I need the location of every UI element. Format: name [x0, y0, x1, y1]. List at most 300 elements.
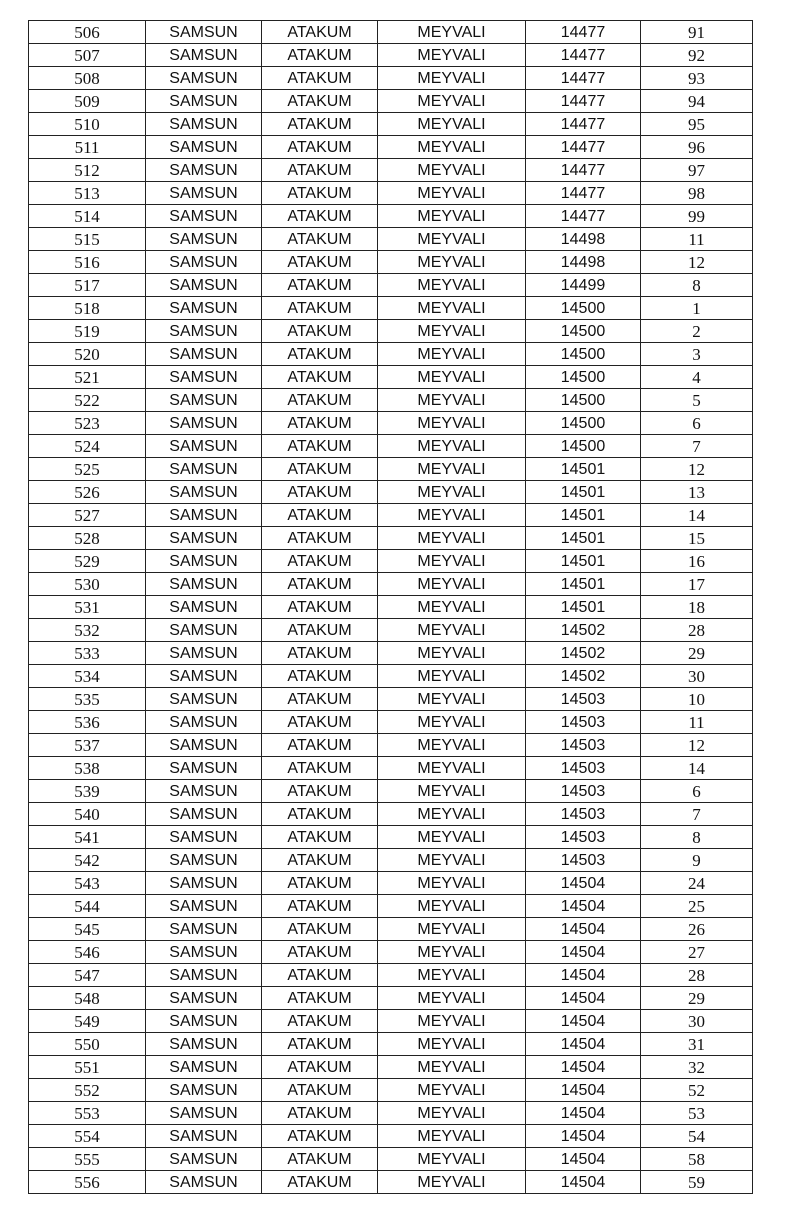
table-row: [29, 205, 753, 228]
block-cell: 14501: [526, 458, 641, 481]
neighborhood-cell: MEYVALI: [378, 136, 526, 159]
parcel-cell: 53: [641, 1102, 753, 1125]
parcel-cell: 7: [641, 803, 753, 826]
province-cell: SAMSUN: [146, 849, 262, 872]
block-cell: 14477: [526, 136, 641, 159]
row-number-cell: 529: [29, 550, 146, 573]
table-row: [29, 1148, 753, 1171]
block-cell: 14499: [526, 274, 641, 297]
row-number-cell: 522: [29, 389, 146, 412]
neighborhood-cell: MEYVALI: [378, 918, 526, 941]
row-number-cell: 536: [29, 711, 146, 734]
table-row: [29, 159, 753, 182]
parcel-cell: 26: [641, 918, 753, 941]
neighborhood-cell: MEYVALI: [378, 1102, 526, 1125]
province-cell: SAMSUN: [146, 136, 262, 159]
row-number-cell: 556: [29, 1171, 146, 1194]
row-number-cell: 542: [29, 849, 146, 872]
parcel-cell: 17: [641, 573, 753, 596]
province-cell: SAMSUN: [146, 596, 262, 619]
block-cell: 14504: [526, 1033, 641, 1056]
table-row: [29, 343, 753, 366]
parcel-cell: 16: [641, 550, 753, 573]
row-number-cell: 533: [29, 642, 146, 665]
row-number-cell: 540: [29, 803, 146, 826]
table-row: [29, 964, 753, 987]
table-row: [29, 136, 753, 159]
neighborhood-cell: MEYVALI: [378, 987, 526, 1010]
district-cell: ATAKUM: [262, 67, 378, 90]
neighborhood-cell: MEYVALI: [378, 504, 526, 527]
district-cell: ATAKUM: [262, 458, 378, 481]
row-number-cell: 519: [29, 320, 146, 343]
row-number-cell: 528: [29, 527, 146, 550]
block-cell: 14501: [526, 504, 641, 527]
district-cell: ATAKUM: [262, 1033, 378, 1056]
table-row: [29, 642, 753, 665]
province-cell: SAMSUN: [146, 1010, 262, 1033]
block-cell: 14498: [526, 251, 641, 274]
block-cell: 14503: [526, 688, 641, 711]
district-cell: ATAKUM: [262, 366, 378, 389]
parcel-cell: 97: [641, 159, 753, 182]
parcel-cell: 4: [641, 366, 753, 389]
district-cell: ATAKUM: [262, 205, 378, 228]
parcel-cell: 59: [641, 1171, 753, 1194]
table-row: [29, 918, 753, 941]
block-cell: 14504: [526, 941, 641, 964]
district-cell: ATAKUM: [262, 550, 378, 573]
row-number-cell: 525: [29, 458, 146, 481]
row-number-cell: 509: [29, 90, 146, 113]
row-number-cell: 543: [29, 872, 146, 895]
block-cell: 14504: [526, 1148, 641, 1171]
parcel-cell: 54: [641, 1125, 753, 1148]
table-row: [29, 711, 753, 734]
block-cell: 14477: [526, 44, 641, 67]
province-cell: SAMSUN: [146, 642, 262, 665]
district-cell: ATAKUM: [262, 619, 378, 642]
province-cell: SAMSUN: [146, 458, 262, 481]
neighborhood-cell: MEYVALI: [378, 389, 526, 412]
province-cell: SAMSUN: [146, 1079, 262, 1102]
district-cell: ATAKUM: [262, 665, 378, 688]
neighborhood-cell: MEYVALI: [378, 44, 526, 67]
province-cell: SAMSUN: [146, 573, 262, 596]
province-cell: SAMSUN: [146, 688, 262, 711]
district-cell: ATAKUM: [262, 734, 378, 757]
neighborhood-cell: MEYVALI: [378, 320, 526, 343]
province-cell: SAMSUN: [146, 366, 262, 389]
row-number-cell: 550: [29, 1033, 146, 1056]
parcel-cell: 28: [641, 964, 753, 987]
parcel-cell: 95: [641, 113, 753, 136]
row-number-cell: 548: [29, 987, 146, 1010]
parcel-cell: 3: [641, 343, 753, 366]
neighborhood-cell: MEYVALI: [378, 1171, 526, 1194]
neighborhood-cell: MEYVALI: [378, 251, 526, 274]
block-cell: 14504: [526, 1079, 641, 1102]
neighborhood-cell: MEYVALI: [378, 1033, 526, 1056]
table-row: [29, 527, 753, 550]
parcel-cell: 14: [641, 504, 753, 527]
province-cell: SAMSUN: [146, 343, 262, 366]
neighborhood-cell: MEYVALI: [378, 550, 526, 573]
row-number-cell: 547: [29, 964, 146, 987]
block-cell: 14504: [526, 1056, 641, 1079]
district-cell: ATAKUM: [262, 803, 378, 826]
block-cell: 14477: [526, 113, 641, 136]
parcel-cell: 93: [641, 67, 753, 90]
neighborhood-cell: MEYVALI: [378, 619, 526, 642]
province-cell: SAMSUN: [146, 918, 262, 941]
block-cell: 14498: [526, 228, 641, 251]
table-row: [29, 803, 753, 826]
district-cell: ATAKUM: [262, 826, 378, 849]
block-cell: 14502: [526, 665, 641, 688]
row-number-cell: 530: [29, 573, 146, 596]
neighborhood-cell: MEYVALI: [378, 941, 526, 964]
neighborhood-cell: MEYVALI: [378, 159, 526, 182]
table-row: [29, 849, 753, 872]
neighborhood-cell: MEYVALI: [378, 872, 526, 895]
parcel-cell: 96: [641, 136, 753, 159]
neighborhood-cell: MEYVALI: [378, 366, 526, 389]
row-number-cell: 538: [29, 757, 146, 780]
block-cell: 14477: [526, 21, 641, 44]
table-row: [29, 1010, 753, 1033]
district-cell: ATAKUM: [262, 1171, 378, 1194]
parcel-cell: 91: [641, 21, 753, 44]
row-number-cell: 555: [29, 1148, 146, 1171]
table-row: [29, 389, 753, 412]
block-cell: 14503: [526, 849, 641, 872]
district-cell: ATAKUM: [262, 159, 378, 182]
province-cell: SAMSUN: [146, 412, 262, 435]
table-row: [29, 412, 753, 435]
row-number-cell: 518: [29, 297, 146, 320]
row-number-cell: 539: [29, 780, 146, 803]
table-row: [29, 251, 753, 274]
province-cell: SAMSUN: [146, 67, 262, 90]
table-row: [29, 573, 753, 596]
neighborhood-cell: MEYVALI: [378, 21, 526, 44]
province-cell: SAMSUN: [146, 550, 262, 573]
row-number-cell: 551: [29, 1056, 146, 1079]
district-cell: ATAKUM: [262, 918, 378, 941]
neighborhood-cell: MEYVALI: [378, 1056, 526, 1079]
table-row: [29, 1102, 753, 1125]
block-cell: 14500: [526, 366, 641, 389]
block-cell: 14500: [526, 297, 641, 320]
province-cell: SAMSUN: [146, 228, 262, 251]
parcel-cell: 92: [641, 44, 753, 67]
district-cell: ATAKUM: [262, 711, 378, 734]
parcel-table: [28, 20, 753, 1194]
parcel-cell: 9: [641, 849, 753, 872]
row-number-cell: 541: [29, 826, 146, 849]
district-cell: ATAKUM: [262, 1010, 378, 1033]
block-cell: 14502: [526, 619, 641, 642]
row-number-cell: 506: [29, 21, 146, 44]
neighborhood-cell: MEYVALI: [378, 113, 526, 136]
neighborhood-cell: MEYVALI: [378, 734, 526, 757]
neighborhood-cell: MEYVALI: [378, 274, 526, 297]
table-row: [29, 366, 753, 389]
parcel-cell: 98: [641, 182, 753, 205]
province-cell: SAMSUN: [146, 803, 262, 826]
row-number-cell: 507: [29, 44, 146, 67]
district-cell: ATAKUM: [262, 757, 378, 780]
row-number-cell: 508: [29, 67, 146, 90]
block-cell: 14501: [526, 550, 641, 573]
parcel-cell: 8: [641, 274, 753, 297]
row-number-cell: 520: [29, 343, 146, 366]
parcel-cell: 5: [641, 389, 753, 412]
province-cell: SAMSUN: [146, 389, 262, 412]
table-row: [29, 297, 753, 320]
district-cell: ATAKUM: [262, 596, 378, 619]
table-row: [29, 504, 753, 527]
province-cell: SAMSUN: [146, 90, 262, 113]
province-cell: SAMSUN: [146, 757, 262, 780]
block-cell: 14477: [526, 182, 641, 205]
row-number-cell: 554: [29, 1125, 146, 1148]
table-row: [29, 1171, 753, 1194]
parcel-cell: 29: [641, 987, 753, 1010]
block-cell: 14503: [526, 780, 641, 803]
parcel-cell: 29: [641, 642, 753, 665]
province-cell: SAMSUN: [146, 1148, 262, 1171]
row-number-cell: 510: [29, 113, 146, 136]
block-cell: 14502: [526, 642, 641, 665]
district-cell: ATAKUM: [262, 642, 378, 665]
district-cell: ATAKUM: [262, 688, 378, 711]
province-cell: SAMSUN: [146, 159, 262, 182]
block-cell: 14504: [526, 1125, 641, 1148]
neighborhood-cell: MEYVALI: [378, 964, 526, 987]
parcel-cell: 7: [641, 435, 753, 458]
district-cell: ATAKUM: [262, 182, 378, 205]
table-row: [29, 1079, 753, 1102]
district-cell: ATAKUM: [262, 1056, 378, 1079]
neighborhood-cell: MEYVALI: [378, 573, 526, 596]
parcel-cell: 30: [641, 1010, 753, 1033]
neighborhood-cell: MEYVALI: [378, 458, 526, 481]
parcel-cell: 15: [641, 527, 753, 550]
neighborhood-cell: MEYVALI: [378, 665, 526, 688]
parcel-cell: 12: [641, 458, 753, 481]
block-cell: 14504: [526, 1102, 641, 1125]
block-cell: 14504: [526, 1171, 641, 1194]
table-row: [29, 1125, 753, 1148]
neighborhood-cell: MEYVALI: [378, 297, 526, 320]
parcel-cell: 27: [641, 941, 753, 964]
district-cell: ATAKUM: [262, 872, 378, 895]
neighborhood-cell: MEYVALI: [378, 527, 526, 550]
parcel-cell: 58: [641, 1148, 753, 1171]
province-cell: SAMSUN: [146, 113, 262, 136]
district-cell: ATAKUM: [262, 1125, 378, 1148]
row-number-cell: 549: [29, 1010, 146, 1033]
table-row: [29, 619, 753, 642]
row-number-cell: 513: [29, 182, 146, 205]
neighborhood-cell: MEYVALI: [378, 228, 526, 251]
neighborhood-cell: MEYVALI: [378, 826, 526, 849]
neighborhood-cell: MEYVALI: [378, 412, 526, 435]
table-row: [29, 1056, 753, 1079]
neighborhood-cell: MEYVALI: [378, 481, 526, 504]
table-row: [29, 90, 753, 113]
parcel-cell: 18: [641, 596, 753, 619]
block-cell: 14504: [526, 895, 641, 918]
row-number-cell: 524: [29, 435, 146, 458]
block-cell: 14504: [526, 1010, 641, 1033]
table-row: [29, 44, 753, 67]
block-cell: 14500: [526, 389, 641, 412]
block-cell: 14504: [526, 964, 641, 987]
district-cell: ATAKUM: [262, 573, 378, 596]
neighborhood-cell: MEYVALI: [378, 1079, 526, 1102]
table-row: [29, 780, 753, 803]
block-cell: 14501: [526, 596, 641, 619]
neighborhood-cell: MEYVALI: [378, 849, 526, 872]
neighborhood-cell: MEYVALI: [378, 1010, 526, 1033]
block-cell: 14504: [526, 918, 641, 941]
block-cell: 14503: [526, 757, 641, 780]
neighborhood-cell: MEYVALI: [378, 205, 526, 228]
parcel-cell: 14: [641, 757, 753, 780]
neighborhood-cell: MEYVALI: [378, 1148, 526, 1171]
row-number-cell: 523: [29, 412, 146, 435]
province-cell: SAMSUN: [146, 1171, 262, 1194]
block-cell: 14503: [526, 734, 641, 757]
parcel-cell: 6: [641, 780, 753, 803]
table-row: [29, 228, 753, 251]
neighborhood-cell: MEYVALI: [378, 182, 526, 205]
neighborhood-cell: MEYVALI: [378, 596, 526, 619]
province-cell: SAMSUN: [146, 895, 262, 918]
parcel-cell: 11: [641, 228, 753, 251]
province-cell: SAMSUN: [146, 297, 262, 320]
district-cell: ATAKUM: [262, 389, 378, 412]
row-number-cell: 515: [29, 228, 146, 251]
table-row: [29, 895, 753, 918]
block-cell: 14501: [526, 573, 641, 596]
row-number-cell: 521: [29, 366, 146, 389]
table-row: [29, 435, 753, 458]
block-cell: 14500: [526, 412, 641, 435]
province-cell: SAMSUN: [146, 251, 262, 274]
district-cell: ATAKUM: [262, 297, 378, 320]
parcel-cell: 11: [641, 711, 753, 734]
province-cell: SAMSUN: [146, 320, 262, 343]
row-number-cell: 512: [29, 159, 146, 182]
block-cell: 14504: [526, 987, 641, 1010]
row-number-cell: 545: [29, 918, 146, 941]
province-cell: SAMSUN: [146, 1033, 262, 1056]
table-row: [29, 941, 753, 964]
table-row: [29, 67, 753, 90]
district-cell: ATAKUM: [262, 435, 378, 458]
district-cell: ATAKUM: [262, 320, 378, 343]
table-row: [29, 596, 753, 619]
neighborhood-cell: MEYVALI: [378, 803, 526, 826]
row-number-cell: 516: [29, 251, 146, 274]
parcel-cell: 12: [641, 251, 753, 274]
district-cell: ATAKUM: [262, 136, 378, 159]
district-cell: ATAKUM: [262, 228, 378, 251]
table-row: [29, 550, 753, 573]
row-number-cell: 526: [29, 481, 146, 504]
table-row: [29, 320, 753, 343]
table-row: [29, 757, 753, 780]
neighborhood-cell: MEYVALI: [378, 343, 526, 366]
block-cell: 14477: [526, 90, 641, 113]
block-cell: 14504: [526, 872, 641, 895]
province-cell: SAMSUN: [146, 44, 262, 67]
district-cell: ATAKUM: [262, 895, 378, 918]
province-cell: SAMSUN: [146, 21, 262, 44]
province-cell: SAMSUN: [146, 274, 262, 297]
parcel-cell: 13: [641, 481, 753, 504]
neighborhood-cell: MEYVALI: [378, 688, 526, 711]
province-cell: SAMSUN: [146, 182, 262, 205]
parcel-cell: 32: [641, 1056, 753, 1079]
province-cell: SAMSUN: [146, 1125, 262, 1148]
province-cell: SAMSUN: [146, 435, 262, 458]
district-cell: ATAKUM: [262, 44, 378, 67]
district-cell: ATAKUM: [262, 251, 378, 274]
block-cell: 14477: [526, 67, 641, 90]
parcel-cell: 25: [641, 895, 753, 918]
parcel-cell: 2: [641, 320, 753, 343]
parcel-cell: 1: [641, 297, 753, 320]
parcel-cell: 6: [641, 412, 753, 435]
province-cell: SAMSUN: [146, 619, 262, 642]
neighborhood-cell: MEYVALI: [378, 780, 526, 803]
table-row: [29, 113, 753, 136]
row-number-cell: 534: [29, 665, 146, 688]
neighborhood-cell: MEYVALI: [378, 90, 526, 113]
province-cell: SAMSUN: [146, 665, 262, 688]
row-number-cell: 544: [29, 895, 146, 918]
province-cell: SAMSUN: [146, 780, 262, 803]
table-row: [29, 1033, 753, 1056]
district-cell: ATAKUM: [262, 964, 378, 987]
block-cell: 14477: [526, 159, 641, 182]
district-cell: ATAKUM: [262, 481, 378, 504]
parcel-cell: 24: [641, 872, 753, 895]
province-cell: SAMSUN: [146, 504, 262, 527]
block-cell: 14477: [526, 205, 641, 228]
province-cell: SAMSUN: [146, 734, 262, 757]
district-cell: ATAKUM: [262, 941, 378, 964]
table-row: [29, 688, 753, 711]
province-cell: SAMSUN: [146, 711, 262, 734]
province-cell: SAMSUN: [146, 1102, 262, 1125]
parcel-cell: 31: [641, 1033, 753, 1056]
district-cell: ATAKUM: [262, 504, 378, 527]
province-cell: SAMSUN: [146, 964, 262, 987]
neighborhood-cell: MEYVALI: [378, 642, 526, 665]
parcel-cell: 94: [641, 90, 753, 113]
district-cell: ATAKUM: [262, 780, 378, 803]
province-cell: SAMSUN: [146, 826, 262, 849]
table-row: [29, 21, 753, 44]
province-cell: SAMSUN: [146, 1056, 262, 1079]
neighborhood-cell: MEYVALI: [378, 757, 526, 780]
